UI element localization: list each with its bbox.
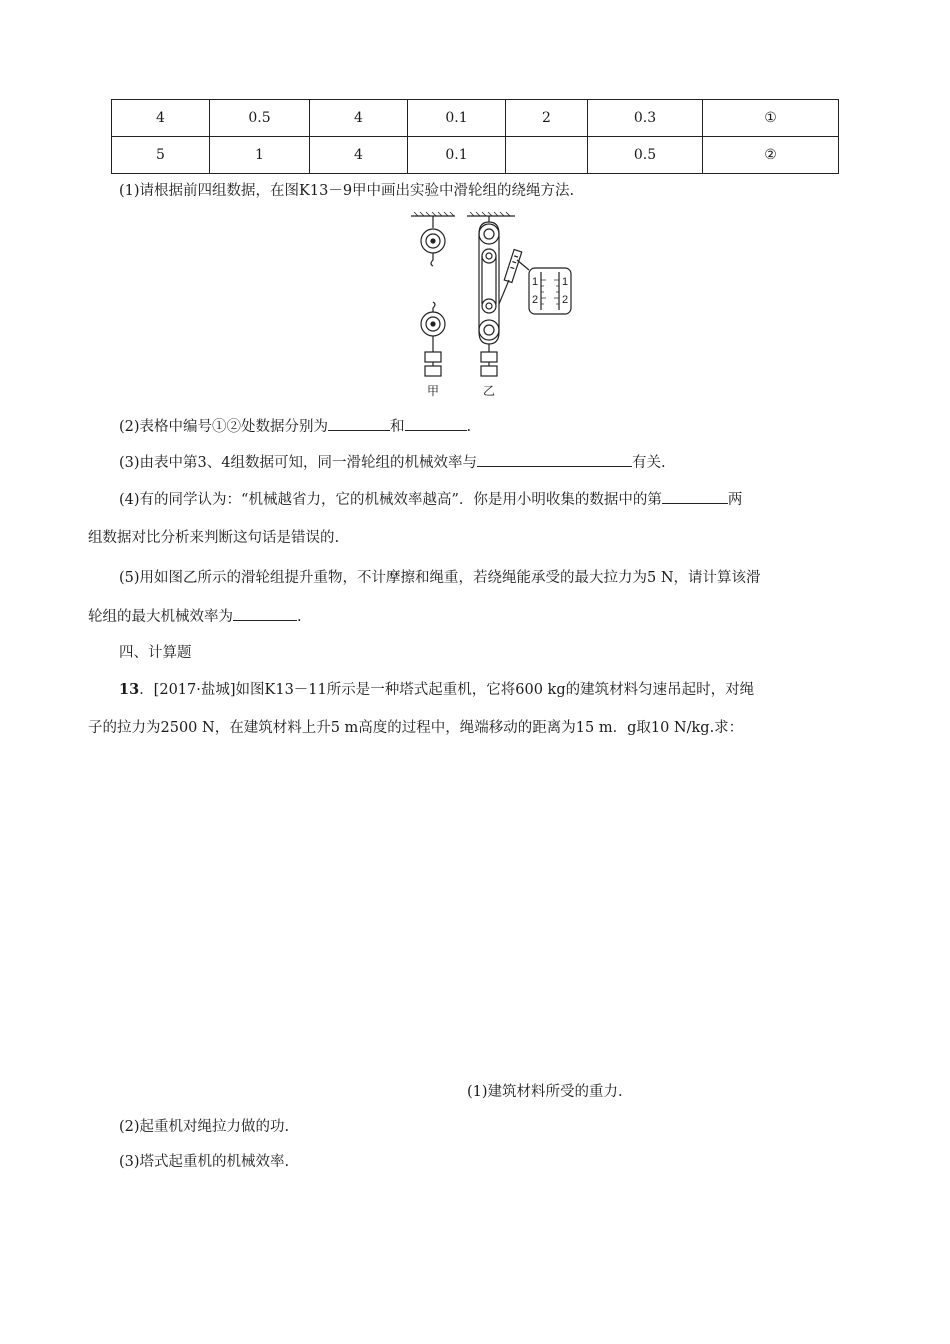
- table-cell: 0.1: [408, 137, 506, 174]
- table-cell: 1: [210, 137, 310, 174]
- figure-label-jia: 甲: [427, 384, 440, 398]
- answer-blank[interactable]: [662, 489, 728, 504]
- question-2-text: (2)表格中编号①②处数据分别为: [119, 419, 329, 435]
- question-4-liang: 两: [727, 492, 743, 508]
- section-heading: 四、计算题: [119, 645, 192, 661]
- question-13-cont: 子的拉力为2500 N，在建筑材料上升5 m高度的过程中，绳端移动的距离为15 m．g取10 N/kg.求：: [88, 720, 744, 736]
- answer-blank[interactable]: [405, 416, 467, 431]
- answer-blank[interactable]: [328, 416, 390, 431]
- table-cell: 0.5: [210, 100, 310, 137]
- answer-blank[interactable]: [477, 452, 632, 467]
- question-3: [119, 452, 666, 473]
- sub-question-1: (1)建筑材料所受的重力.: [467, 1084, 623, 1100]
- question-2-end: .: [466, 419, 472, 435]
- table-cell: 0.5: [588, 137, 703, 174]
- data-table: [111, 99, 839, 174]
- table-row: [112, 137, 839, 174]
- question-2: [119, 416, 471, 437]
- pulley-diagram: [405, 208, 585, 400]
- question-13: [119, 680, 754, 700]
- question-4-cont: 组数据对比分析来判断这句话是错误的.: [88, 530, 340, 546]
- question-13-text: ．[2017·盐城]如图K13－11所示是一种塔式起重机，它将600 kg的建筑材料匀速吊起时，对绳: [139, 682, 755, 698]
- table-cell: ②: [703, 137, 839, 174]
- question-5-cont: [88, 606, 302, 627]
- table-cell: ①: [703, 100, 839, 137]
- table-cell: [506, 137, 588, 174]
- figure-label-yi: 乙: [483, 384, 496, 398]
- table-cell: 4: [112, 100, 210, 137]
- question-4: [119, 489, 742, 510]
- question-4-text: (4)有的同学认为：“机械越省力，它的机械效率越高”．你是用小明收集的数据中的第: [119, 492, 662, 508]
- question-2-and: 和: [390, 419, 405, 435]
- question-3-end: 有关.: [632, 455, 666, 471]
- scale-label: 1: [562, 276, 569, 288]
- question-5-end: .: [297, 609, 302, 625]
- question-number: 13: [119, 681, 140, 698]
- scale-label: 1: [532, 276, 539, 288]
- scale-label: 2: [532, 294, 539, 306]
- question-5: (5)用如图乙所示的滑轮组提升重物，不计摩擦和绳重，若绕绳能承受的最大拉力为5 N，请计算该滑: [119, 570, 761, 586]
- scale-label: 2: [562, 294, 569, 306]
- sub-question-2: (2)起重机对绳拉力做的功.: [119, 1119, 290, 1135]
- question-3-text: (3)由表中第3、4组数据可知，同一滑轮组的机械效率与: [119, 455, 477, 471]
- table-cell: 0.3: [588, 100, 703, 137]
- table-cell: 4: [310, 100, 408, 137]
- table-row: [112, 100, 839, 137]
- table-cell: 2: [506, 100, 588, 137]
- question-1: (1)请根据前四组数据，在图K13－9甲中画出实验中滑轮组的绕绳方法.: [119, 183, 575, 199]
- question-5-text: 轮组的最大机械效率为: [88, 609, 233, 625]
- answer-blank[interactable]: [233, 606, 297, 621]
- pulley-figure: [405, 208, 585, 400]
- table-cell: 0.1: [408, 100, 506, 137]
- sub-question-3: (3)塔式起重机的机械效率.: [119, 1154, 290, 1170]
- table-cell: 5: [112, 137, 210, 174]
- table-cell: 4: [310, 137, 408, 174]
